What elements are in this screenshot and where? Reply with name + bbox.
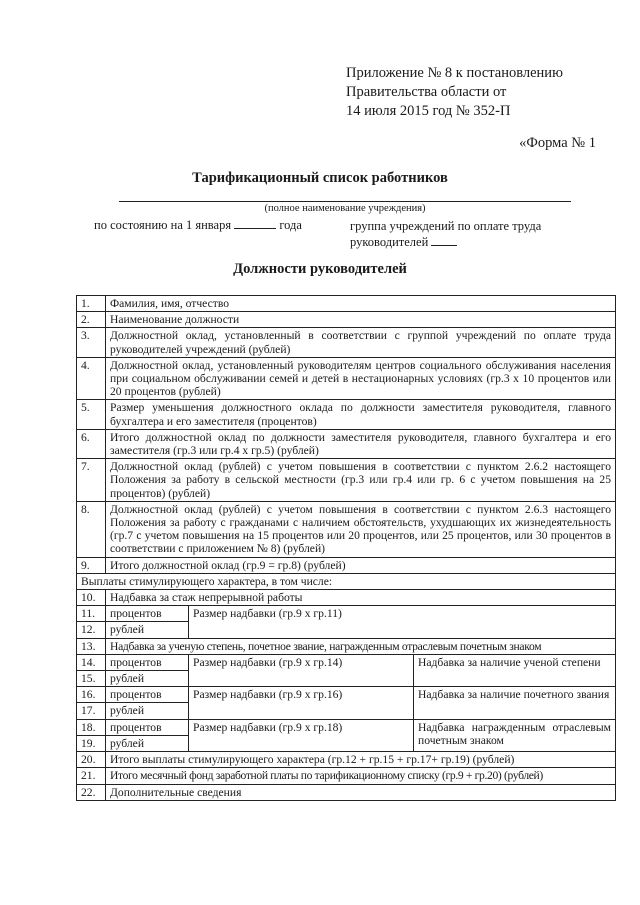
table-row [77,687,616,703]
row-number: 3. [77,328,106,357]
institution-name-line [119,200,571,202]
row-number: 18. [77,719,106,735]
document-title: Тарификационный список работников [192,170,448,186]
amount-formula-cell: Размер надбавки (гр.9 х гр.11) [189,606,616,638]
table-row [77,429,616,458]
row-text: Итого выплаты стимулирующего характера (гр.12 + гр.15 + гр.17+ гр.19) (рублей) [106,752,616,768]
year-blank [234,227,276,229]
row-text: Размер уменьшения должностного оклада по должности заместителя руководителя, главного бухгалтера и его заместителя (процентов) [106,400,616,429]
table-row [77,654,616,670]
table-row [77,752,616,768]
amount-formula-cell: Размер надбавки (гр.9 х гр.18) [189,719,414,751]
table-row [77,357,616,400]
row-number: 22. [77,784,106,800]
allowance-type-cell: Надбавка за наличие ученой степени [414,654,616,686]
row-text: Фамилия, имя, отчество [106,296,616,312]
row-number: 12. [77,622,106,638]
row-text: Надбавка за ученую степень, почетное звание, награжденным отраслевым почетным знаком [106,638,616,654]
row-number: 9. [77,557,106,573]
tariff-table [76,295,616,801]
table-row [77,573,616,589]
form-number-label: «Форма № 1 [519,135,596,151]
allowance-type-cell: Надбавка за наличие почетного звания [414,687,616,719]
row-text: Итого должностной оклад по должности заместителя руководителя, главного бухгалтера и его заместителя (гр.3 или гр.4 х гр.5) (рублей) [106,429,616,458]
table-row [77,501,616,557]
table-row [77,590,616,606]
table-row [77,328,616,357]
appendix-line-2: Правительства области от [346,84,507,100]
table-row [77,400,616,429]
row-text: Должностной оклад (рублей) с учетом повышения в соответствии с пунктом 2.6.3 настоящего Положения за работу с гражданами с наличием обстоятельств, ухудшающих их жизнедеятельность (гр.7 с учетом повышения на 15 процентов или 20 процентов, или 25 процентов, или 30 процентов в соответствии с приложением № 8) (рублей) [106,501,616,557]
unit-cell: рублей [106,671,189,687]
stimulating-payments-header: Выплаты стимулирующего характера, в том числе: [77,573,616,589]
table-row [77,638,616,654]
row-number: 8. [77,501,106,557]
row-number: 13. [77,638,106,654]
appendix-header [346,64,616,121]
row-number: 16. [77,687,106,703]
unit-cell: рублей [106,735,189,751]
row-number: 6. [77,429,106,458]
row-text: Итого должностной оклад (гр.9 = гр.8) (рублей) [106,557,616,573]
row-text: Наименование должности [106,312,616,328]
row-number: 17. [77,703,106,719]
row-number: 7. [77,459,106,502]
row-text: Должностной оклад, установленный в соответствии с группой учреждений по оплате труда руководителей учреждений (рублей) [106,328,616,357]
group-line-1: группа учреждений по оплате труда [350,219,542,233]
allowance-type-cell: Надбавка награжденным отраслевым почетным знаком [414,719,616,751]
appendix-line-3: 14 июля 2015 год № 352-П [346,103,511,119]
table-row [77,296,616,312]
row-number: 11. [77,606,106,622]
row-text: Должностной оклад, установленный руководителям центров социального обслуживания населения при социальном обслуживании семей и детей в нестационарных условиях (гр.3 х 10 процентов или 20 процентов (рублей) [106,357,616,400]
table-row [77,459,616,502]
unit-cell: процентов [106,654,189,670]
row-number: 20. [77,752,106,768]
table-row [77,719,616,735]
row-text: Дополнительные сведения [106,784,616,800]
section-title: Должности руководителей [233,261,407,277]
group-line-2: руководителей [350,235,429,249]
amount-formula-cell: Размер надбавки (гр.9 х гр.14) [189,654,414,686]
row-text: Итого месячный фонд заработной платы по тарификационному списку (гр.9 + гр.20) (рублей) [106,768,616,784]
row-number: 1. [77,296,106,312]
group-blank [431,244,457,246]
table-row [77,312,616,328]
row-number: 21. [77,768,106,784]
row-text: Должностной оклад (рублей) с учетом повышения в соответствии с пунктом 2.6.2 настоящего Положения за работу в сельской местности (гр.3 или гр.4 или гр. 6 с учетом повышения на 25 процентов) (рублей) [106,459,616,502]
amount-formula-cell: Размер надбавки (гр.9 х гр.16) [189,687,414,719]
appendix-line-1: Приложение № 8 к постановлению [346,65,563,81]
unit-cell: процентов [106,606,189,622]
date-suffix: года [279,218,302,232]
unit-cell: процентов [106,687,189,703]
row-number: 2. [77,312,106,328]
date-line [94,218,302,233]
table-row [77,557,616,573]
table-row [77,768,616,784]
group-line [350,218,580,250]
institution-caption: (полное наименование учреждения) [264,203,426,214]
row-number: 4. [77,357,106,400]
row-number: 15. [77,671,106,687]
row-number: 10. [77,590,106,606]
row-number: 5. [77,400,106,429]
date-prefix: по состоянию на 1 января [94,218,232,232]
unit-cell: процентов [106,719,189,735]
row-text: Надбавка за стаж непрерывной работы [106,590,616,606]
table-row [77,784,616,800]
row-number: 19. [77,735,106,751]
unit-cell: рублей [106,703,189,719]
unit-cell: рублей [106,622,189,638]
table-row [77,606,616,622]
row-number: 14. [77,654,106,670]
